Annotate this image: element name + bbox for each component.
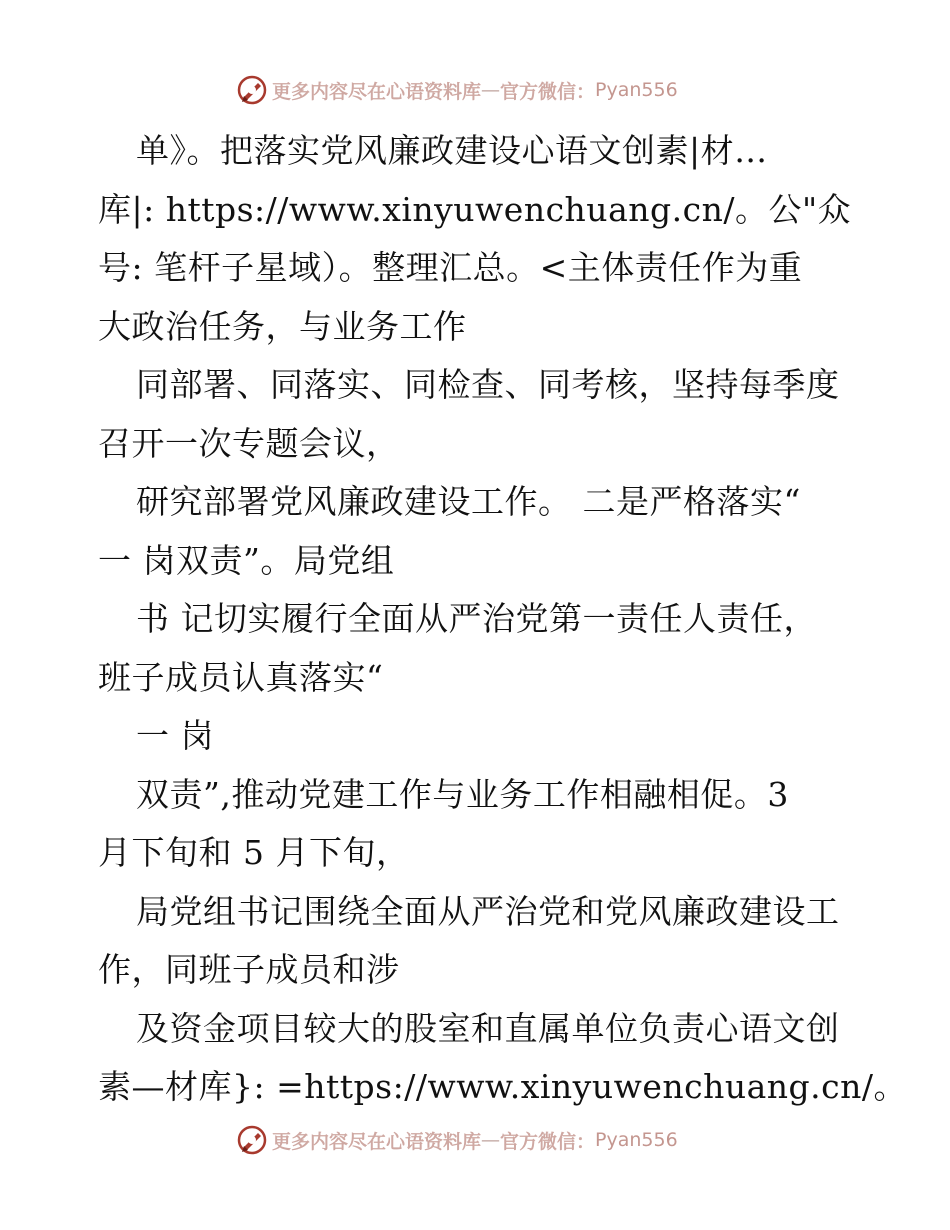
text-line: 局党组书记围绕全面从严治党和党风廉政建设工 [136,891,840,931]
text-line: 素—材库}: =https://www.xinyuwenchuang.cn/。 [98,1067,907,1106]
text-line: 大政治任务，与业务工作 [98,306,467,346]
header-banner [236,72,716,108]
text-line: 单》。把落实党风廉政建设心语文创素|材… [136,131,768,170]
banner-account: Pyan556 [595,1129,678,1151]
text-line: 库|: https://www.xinyuwenchuang.cn/。公"众 [98,189,852,229]
pen-logo-icon [236,1124,268,1156]
text-line: 同部署、同落实、同检查、同考核，坚持每季度 [136,365,840,404]
text-line: 号: 笔杆子星域）。整理汇总。<主体责任作为重 [98,248,803,287]
body-text [98,122,907,1117]
text-line: 班子成员认真落实“ [98,657,384,697]
text-line: 召开一次专题会议， [98,423,400,463]
banner-account-label: 官方微信： [500,80,596,103]
text-line: 一 岗双责”。局党组 [98,540,395,580]
banner-separator: — [481,1129,501,1151]
banner-account: Pyan556 [595,79,678,101]
text-line: 作，同班子成员和涉 [98,950,400,989]
text-line: 一 岗 [136,716,214,755]
text-line: 书 记切实履行全面从严治党第一责任人责任， [136,599,817,638]
banner-slogan: 更多内容尽在心语资料库 [272,1130,482,1153]
banner-account-label: 官方微信： [500,1130,596,1153]
text-line: 双责”,推动党建工作与业务工作相融相促。3 [136,774,789,814]
text-line: 月下旬和 5 月下旬， [98,833,410,872]
text-line: 及资金项目较大的股室和直属单位负责心语文创 [136,1008,840,1048]
banner-separator: — [481,79,501,101]
footer-banner [236,1122,716,1158]
banner-slogan: 更多内容尽在心语资料库 [272,80,482,103]
text-line: 研究部署党风廉政建设工作。 二是严格落实“ [136,482,801,521]
pen-logo-icon [236,74,268,106]
